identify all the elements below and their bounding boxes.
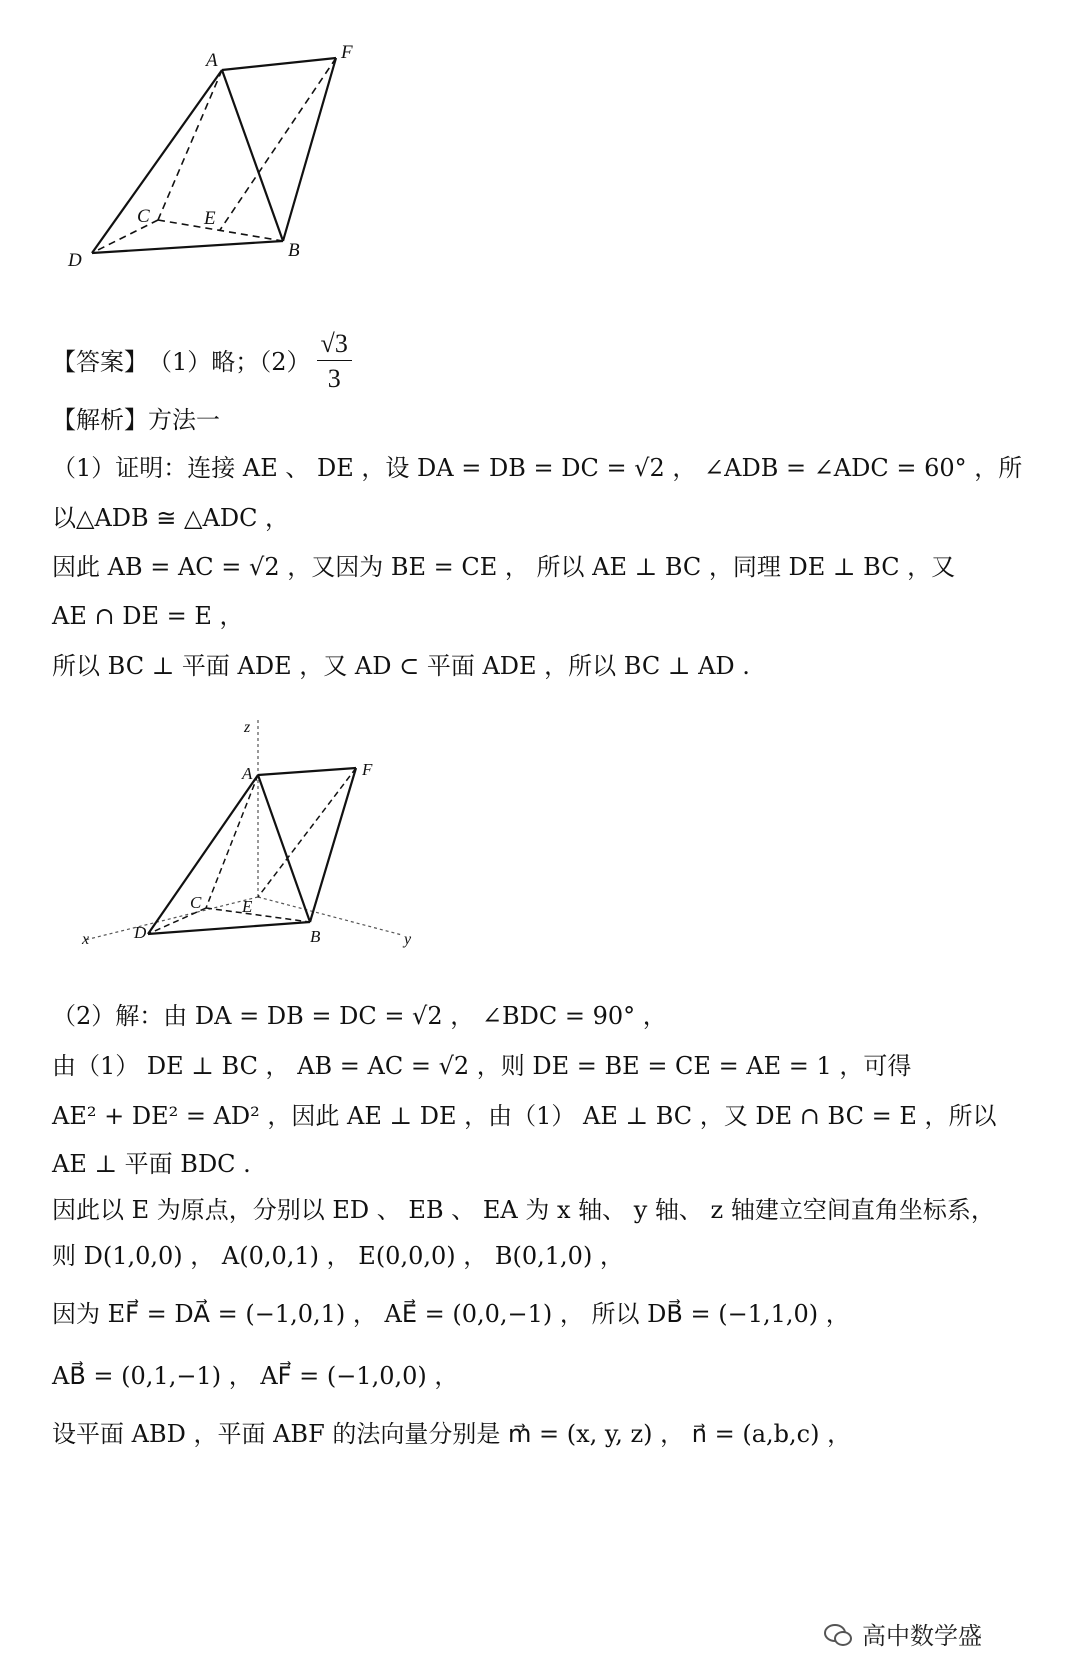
label-A: A — [206, 50, 218, 71]
text-line-12: 因为 EF⃗ = DA⃗ = (−1,0,1) ， AE⃗ = (0,0,−1) ， 所以 DB⃗ = (−1,1,0) ， — [52, 1300, 850, 1328]
text-line-10: 因此以 E 为原点，分别以 ED 、 EB 、 EA 为 x 轴、 y 轴、 z 轴建立空间直角坐标系， — [52, 1196, 995, 1224]
answer-fraction-denominator: 3 — [327, 364, 341, 393]
axis-label-z: z — [244, 719, 251, 736]
axis-label-x: x — [82, 931, 90, 948]
text-line-2: 以△ADB ≅ △ADC ， — [52, 504, 290, 532]
text-line-11: 则 D(1,0,0) ， A(0,0,1) ， E(0,0,0) ， B(0,1,0) ， — [52, 1242, 624, 1270]
analysis-method: 方法一 — [148, 406, 220, 434]
analysis-label: 【解析】 — [52, 406, 148, 434]
text-line-9: AE ⊥ 平面 BDC . — [52, 1150, 251, 1178]
text-line-3: 因此 AB = AC = √2 ，又因为 BE = CE ， 所以 AE ⊥ BC ，同理 DE ⊥ BC ，又 — [52, 553, 956, 581]
label-E: E — [204, 208, 216, 229]
text-line-5: 所以 BC ⊥ 平面 ADE ，又 AD ⊂ 平面 ADE ，所以 BC ⊥ AD . — [52, 652, 750, 680]
label-D: D — [134, 923, 147, 942]
label-B: B — [310, 927, 321, 946]
figure-2-coordinate-prism — [70, 712, 430, 962]
label-C: C — [190, 893, 202, 912]
label-D: D — [68, 250, 82, 271]
text-line-14: 设平面 ABD ，平面 ABF 的法向量分别是 m⃗ = (x, y, z) ， n⃗ = (a,b,c) ， — [52, 1420, 852, 1448]
figure-1-prism — [60, 40, 390, 280]
wechat-icon — [824, 1622, 854, 1646]
text-line-6: （2）解：由 DA = DB = DC = √2 ， ∠BDC = 90° ， — [52, 1002, 667, 1030]
label-C: C — [137, 206, 150, 227]
axis-label-y: y — [404, 931, 412, 948]
answer-line — [52, 330, 1040, 393]
answer-fraction — [317, 330, 352, 393]
text-line-1: （1）证明：连接 AE 、 DE ，设 DA = DB = DC = √2 ， ∠ADB = ∠ADC = 60° ，所 — [52, 454, 1023, 482]
answer-text: （1）略；（2） — [148, 347, 311, 376]
text-line-4: AE ∩ DE = E ， — [52, 602, 244, 630]
answer-fraction-numerator: √3 — [317, 330, 352, 361]
text-line-7: 由（1） DE ⊥ BC ， AB = AC = √2 ，则 DE = BE = CE = AE = 1 ，可得 — [52, 1052, 912, 1080]
text-line-13: AB⃗ = (0,1,−1) ， AF⃗ = (−1,0,0) ， — [52, 1362, 459, 1390]
label-F: F — [362, 760, 373, 779]
analysis-heading — [52, 404, 1040, 436]
text-line-8: AE² + DE² = AD² ，因此 AE ⊥ DE ，由（1） AE ⊥ BC ，又 DE ∩ BC = E ，所以 — [52, 1102, 997, 1130]
account-name: 高中数学盛 — [862, 1622, 982, 1650]
label-B: B — [288, 240, 300, 261]
label-E: E — [242, 897, 253, 916]
answer-label: 【答案】 — [52, 347, 148, 376]
account-watermark — [824, 1616, 982, 1651]
label-F: F — [341, 42, 353, 63]
label-A: A — [242, 764, 253, 783]
